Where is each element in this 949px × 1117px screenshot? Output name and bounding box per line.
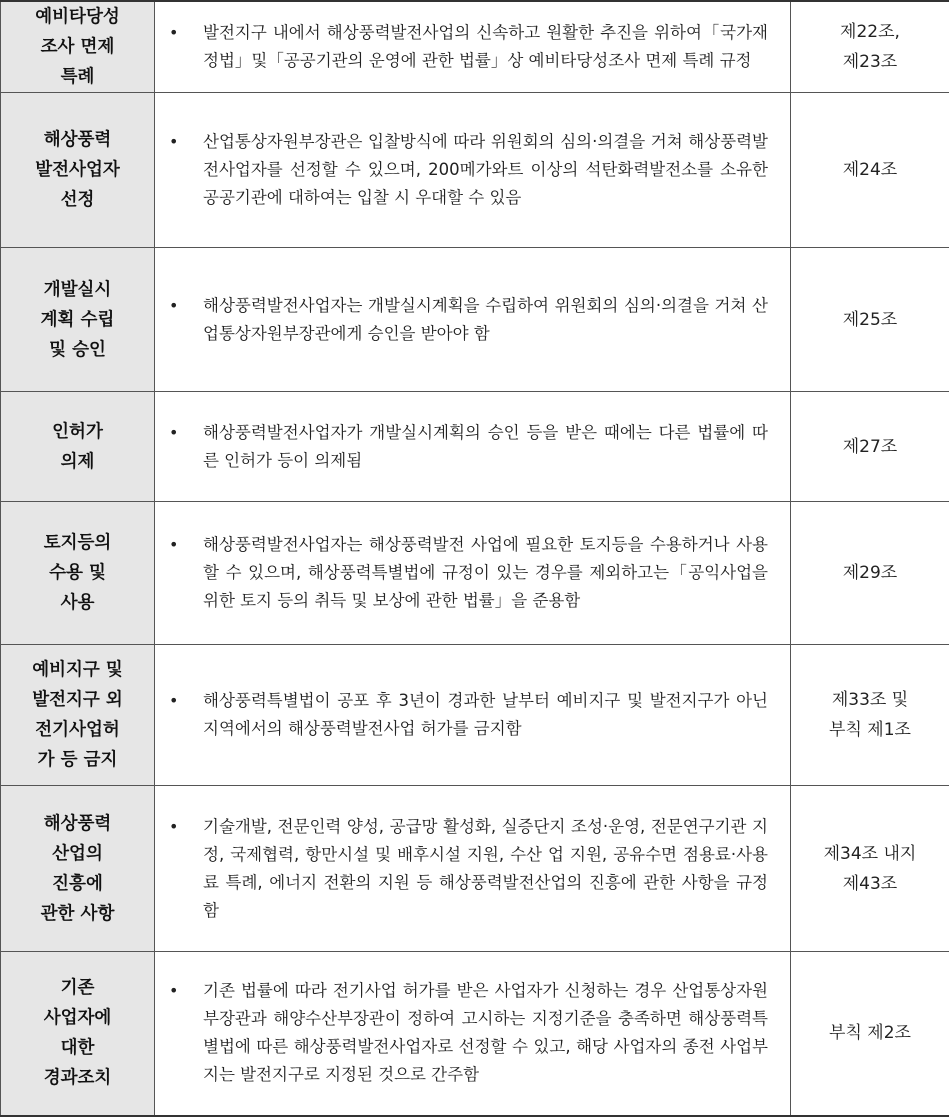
table-row — [1, 93, 949, 248]
row-category: 기존 사업자에 대한 경과조치 — [1, 952, 155, 1116]
bullet-icon: • — [165, 292, 203, 320]
table-row — [1, 392, 949, 502]
row-description: 발전지구 내에서 해상풍력발전사업의 신속하고 원활한 추진을 위하여「국가재정법」및「공공기관의 운영에 관한 법률」상 예비타당성조사 면제 특례 규정 — [203, 19, 768, 75]
table-row — [1, 1, 949, 93]
table-row — [1, 786, 949, 952]
row-article-reference: 제27조 — [791, 392, 949, 502]
table-row — [1, 645, 949, 786]
table-row — [1, 248, 949, 392]
row-article-reference: 제34조 내지 제43조 — [791, 786, 949, 952]
row-description: 해상풍력발전사업자는 해상풍력발전 사업에 필요한 토지등을 수용하거나 사용할 수 있으며, 해상풍력특별법에 규정이 있는 경우를 제외하고는「공익사업을 위한 토지 등의 취득 및 보상에 관한 법률」을 준용함 — [203, 531, 768, 615]
row-description: 해상풍력발전사업자가 개발실시계획의 승인 등을 받은 때에는 다른 법률에 따른 인허가 등이 의제됨 — [203, 419, 768, 475]
row-category: 토지등의 수용 및 사용 — [1, 502, 155, 645]
row-category: 해상풍력 산업의 진흥에 관한 사항 — [1, 786, 155, 952]
row-description: 기술개발, 전문인력 양성, 공급망 활성화, 실증단지 조성·운영, 전문연구기관 지정, 국제협력, 항만시설 및 배후시설 지원, 수산 업 지원, 공유수면 점용료·사용료 특례, 에너지 전환의 지원 등 해상풍력발전산업의 진흥에 관한 사항을 규정함 — [203, 813, 768, 925]
row-category: 예비타당성 조사 면제 특례 — [1, 1, 155, 93]
bullet-icon: • — [165, 687, 203, 715]
table-row — [1, 502, 949, 645]
row-article-reference: 제33조 및 부칙 제1조 — [791, 645, 949, 786]
row-description-cell — [155, 786, 791, 952]
row-description: 해상풍력특별법이 공포 후 3년이 경과한 날부터 예비지구 및 발전지구가 아닌 지역에서의 해상풍력발전사업 허가를 금지함 — [203, 687, 768, 743]
row-article-reference: 제25조 — [791, 248, 949, 392]
row-description-cell — [155, 248, 791, 392]
bullet-icon: • — [165, 813, 203, 841]
bullet-icon: • — [165, 419, 203, 447]
bullet-icon: • — [165, 531, 203, 559]
row-description-cell — [155, 645, 791, 786]
row-description-cell — [155, 502, 791, 645]
row-description: 기존 법률에 따라 전기사업 허가를 받은 사업자가 신청하는 경우 산업통상자원부장관과 해양수산부장관이 정하여 고시하는 지정기준을 충족하면 해상풍력특별법에 따른 해상풍력발전사업자로 선정할 수 있고, 해당 사업자의 종전 사업부지는 발전지구로 지정된 것으로 간주함 — [203, 977, 768, 1089]
row-category: 예비지구 및 발전지구 외 전기사업허 가 등 금지 — [1, 645, 155, 786]
row-category: 해상풍력 발전사업자 선정 — [1, 93, 155, 248]
bullet-icon: • — [165, 19, 203, 47]
row-description-cell — [155, 1, 791, 93]
row-description: 산업통상자원부장관은 입찰방식에 따라 위원회의 심의·의결을 거쳐 해상풍력발전사업자를 선정할 수 있으며, 200메가와트 이상의 석탄화력발전소를 소유한 공공기관에 대하여는 입찰 시 우대할 수 있음 — [203, 128, 768, 212]
row-description: 해상풍력발전사업자는 개발실시계획을 수립하여 위원회의 심의·의결을 거쳐 산업통상자원부장관에게 승인을 받아야 함 — [203, 292, 768, 348]
bullet-icon: • — [165, 128, 203, 156]
row-article-reference: 제24조 — [791, 93, 949, 248]
row-article-reference: 제29조 — [791, 502, 949, 645]
row-article-reference: 제22조, 제23조 — [791, 1, 949, 93]
row-description-cell — [155, 392, 791, 502]
row-category: 개발실시 계획 수립 및 승인 — [1, 248, 155, 392]
table-row — [1, 952, 949, 1116]
bullet-icon: • — [165, 977, 203, 1005]
row-description-cell — [155, 93, 791, 248]
row-category: 인허가 의제 — [1, 392, 155, 502]
row-description-cell — [155, 952, 791, 1116]
row-article-reference: 부칙 제2조 — [791, 952, 949, 1116]
